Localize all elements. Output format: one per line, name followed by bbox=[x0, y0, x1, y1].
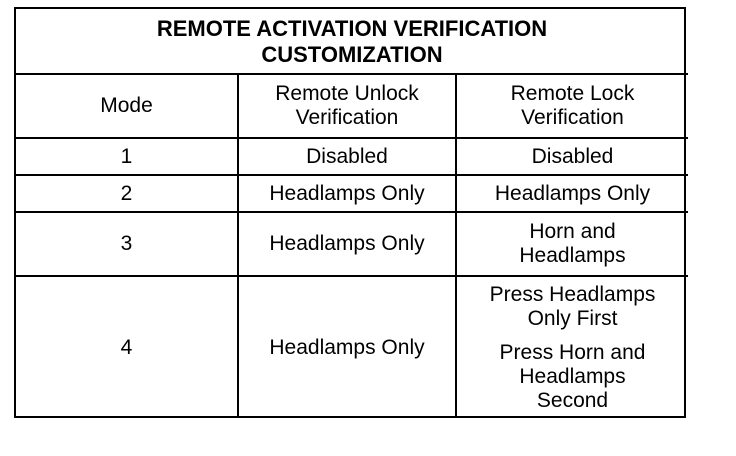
lock-instruction-second-line-3: Second bbox=[536, 388, 609, 412]
cell-lock: Headlamps Only bbox=[456, 175, 688, 212]
table-row-mode-4 bbox=[16, 276, 688, 418]
table-row-mode-1 bbox=[16, 138, 688, 175]
table-row-mode-2 bbox=[16, 175, 688, 212]
cell-mode: 2 bbox=[16, 175, 238, 212]
remote-activation-verification-table bbox=[16, 9, 688, 418]
lock-instruction-second bbox=[463, 341, 682, 413]
cell-mode: 4 bbox=[16, 276, 238, 418]
customization-table-container bbox=[14, 7, 686, 418]
header-mode: Mode bbox=[16, 74, 238, 138]
table-title-line-1: REMOTE ACTIVATION VERIFICATION bbox=[156, 16, 548, 41]
cell-lock-line-2: Headlamps bbox=[519, 244, 626, 267]
lock-instruction-first bbox=[463, 283, 682, 331]
cell-lock bbox=[456, 212, 688, 276]
cell-unlock: Disabled bbox=[238, 138, 456, 175]
lock-instruction-second-line-1: Press Horn and bbox=[499, 340, 646, 364]
header-unlock-line-1: Remote Unlock bbox=[275, 82, 419, 105]
lock-instruction-first-line-1: Press Headlamps bbox=[489, 282, 656, 306]
header-remote-unlock-verification bbox=[238, 74, 456, 138]
lock-instruction-second-line-2: Headlamps bbox=[519, 364, 626, 388]
table-title-line-2: CUSTOMIZATION bbox=[261, 42, 443, 67]
cell-unlock: Headlamps Only bbox=[238, 175, 456, 212]
cell-unlock: Headlamps Only bbox=[238, 212, 456, 276]
table-title bbox=[16, 9, 688, 74]
column-header-row bbox=[16, 74, 688, 138]
cell-lock-line-1: Horn and bbox=[529, 220, 616, 243]
header-lock-line-2: Verification bbox=[521, 106, 624, 129]
header-remote-lock-verification bbox=[456, 74, 688, 138]
header-lock-line-1: Remote Lock bbox=[510, 82, 635, 105]
table-row-mode-3 bbox=[16, 212, 688, 276]
cell-lock: Disabled bbox=[456, 138, 688, 175]
table-title-row bbox=[16, 9, 688, 74]
cell-unlock: Headlamps Only bbox=[238, 276, 456, 418]
header-unlock-line-2: Verification bbox=[295, 106, 399, 129]
cell-lock bbox=[456, 276, 688, 418]
cell-mode: 3 bbox=[16, 212, 238, 276]
lock-instruction-first-line-2: Only First bbox=[527, 306, 618, 330]
cell-mode: 1 bbox=[16, 138, 238, 175]
